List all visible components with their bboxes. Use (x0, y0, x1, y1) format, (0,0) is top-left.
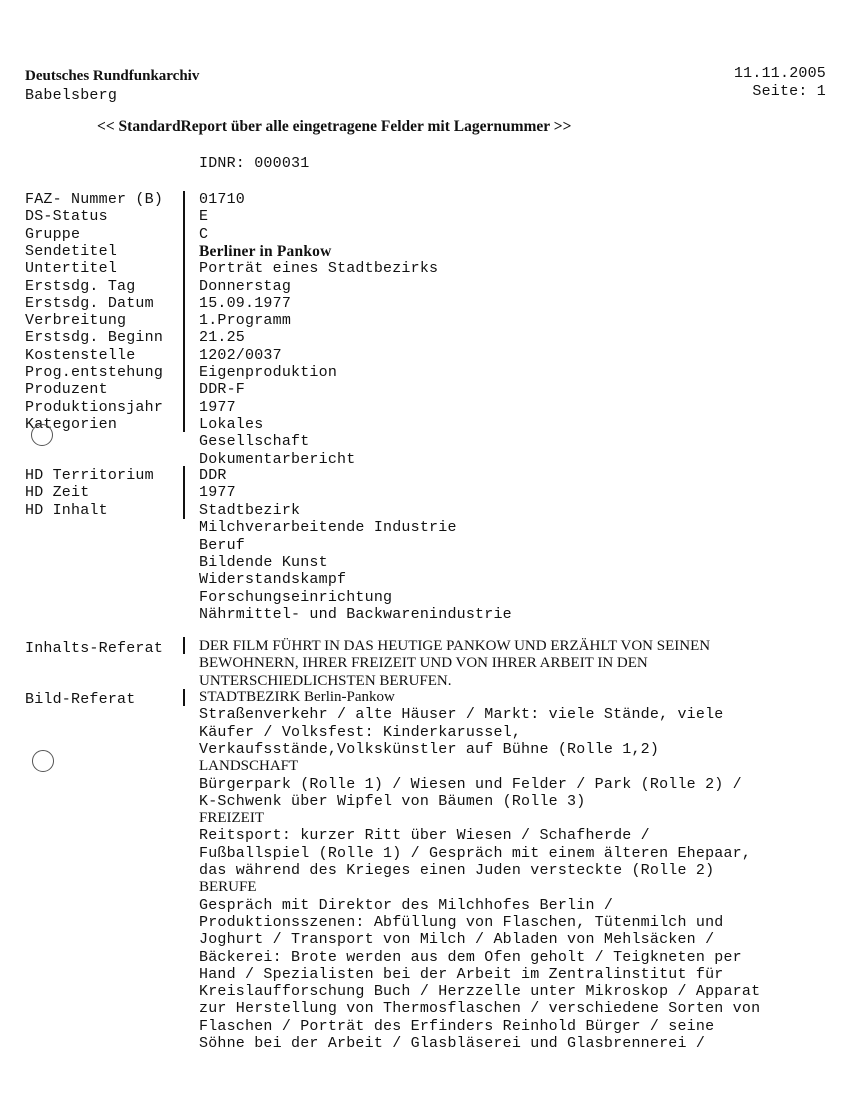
field-label: Erstsdg. Beginn (25, 329, 164, 347)
hd-inhalt-item: Milchverarbeitende Industrie (199, 519, 457, 537)
field-row (25, 364, 845, 381)
field-label: Prog.entstehung (25, 364, 164, 381)
inhalts-referat-line: DER FILM FÜHRT IN DAS HEUTIGE PANKOW UND ERZÄHLT VON SEINEN (199, 638, 711, 654)
archive-location: Babelsberg (25, 87, 118, 104)
field-value: 01710 (199, 191, 246, 208)
bild-referat-line: Gespräch mit Direktor des Milchhofes Berlin / (199, 896, 614, 914)
field-value: 1977 (199, 398, 236, 416)
field-row (25, 312, 845, 329)
kategorien-label: Kategorien (25, 416, 118, 433)
hd-value: 1977 (199, 484, 236, 502)
hd-label: HD Zeit (25, 484, 90, 502)
bild-referat-line: STADTBEZIRK Berlin-Pankow (199, 689, 395, 705)
bild-referat-line: BERUFE (199, 879, 257, 896)
separator-line-hd (183, 466, 185, 519)
field-value: DDR-F (199, 381, 246, 399)
idnr: IDNR: 000031 (199, 155, 310, 172)
punch-hole-mark (31, 424, 53, 446)
inhalts-referat-label: Inhalts-Referat (25, 640, 164, 657)
field-row (25, 381, 845, 398)
field-row (25, 243, 845, 260)
field-value: Porträt eines Stadtbezirks (199, 260, 439, 278)
kategorie-item: Lokales (199, 416, 264, 433)
hd-inhalt-item: Stadtbezirk (199, 502, 301, 519)
inhalts-referat-line: BEWOHNERN, IHRER FREIZEIT UND VON IHRER ARBEIT IN DEN (199, 655, 648, 672)
hd-value: DDR (199, 467, 227, 484)
bild-referat-line: Joghurt / Transport von Milch / Abladen von Mehlsäcken / (199, 931, 715, 949)
hd-inhalt-item: Bildende Kunst (199, 553, 328, 571)
kategorie-item: Gesellschaft (199, 433, 310, 451)
field-value: 1.Programm (199, 312, 292, 330)
bild-referat-line: das während des Krieges einen Juden versteckte (Rolle 2) (199, 862, 715, 879)
bild-referat-line: LANDSCHAFT (199, 758, 299, 775)
bild-referat-line: Flaschen / Porträt des Erfinders Reinhold Bürger / seine (199, 1017, 715, 1035)
page-number: Seite: 1 (752, 83, 826, 100)
field-row (25, 347, 845, 364)
field-value: Eigenproduktion (199, 364, 338, 381)
field-value: 1202/0037 (199, 346, 282, 364)
bild-referat-line: Reitsport: kurzer Ritt über Wiesen / Schafherde / (199, 827, 650, 845)
bild-referat-line: Bürgerpark (Rolle 1) / Wiesen und Felder / Park (Rolle 2) / (199, 775, 742, 793)
bild-referat-line: FREIZEIT (199, 810, 264, 827)
field-label: Untertitel (25, 260, 118, 278)
field-label: Erstsdg. Datum (25, 294, 154, 312)
field-label: Produzent (25, 381, 108, 399)
bild-referat-line: Straßenverkehr / alte Häuser / Markt: viele Stände, viele (199, 706, 724, 724)
field-row (25, 191, 845, 208)
field-label: Sendetitel (25, 242, 118, 260)
field-label: Verbreitung (25, 312, 127, 330)
field-label: Erstsdg. Tag (25, 277, 136, 295)
kategorie-item: Dokumentarbericht (199, 450, 356, 468)
field-label: Kostenstelle (25, 346, 136, 364)
field-value: Berliner in Pankow (199, 242, 332, 260)
field-row (25, 260, 845, 277)
inhalts-referat-line: UNTERSCHIEDLICHSTEN BERUFEN. (199, 672, 452, 689)
field-value: C (199, 225, 209, 243)
bild-referat-line: Fußballspiel (Rolle 1) / Gespräch mit einem älteren Ehepaar, (199, 844, 752, 862)
field-row (25, 226, 845, 243)
punch-hole-mark (32, 750, 54, 772)
field-row (25, 329, 845, 346)
hd-inhalt-label: HD Inhalt (25, 502, 108, 519)
archive-name: Deutsches Rundfunkarchiv (25, 68, 200, 84)
field-row (25, 295, 845, 312)
separator-line-bild (183, 689, 185, 706)
bild-referat-line: zur Herstellung von Thermosflaschen / verschiedene Sorten von (199, 1000, 761, 1018)
field-value: 15.09.1977 (199, 294, 292, 312)
bild-referat-line: Bäckerei: Brote werden aus dem Ofen geholt / Teigkneten per (199, 948, 742, 966)
bild-referat-line: Käufer / Volksfest: Kinderkarussel, (199, 723, 522, 741)
field-row (25, 278, 845, 295)
field-label: Gruppe (25, 225, 81, 243)
bild-referat-line: K-Schwenk über Wipfel von Bäumen (Rolle 3) (199, 792, 586, 810)
bild-referat-line: Kreislaufforschung Buch / Herzzelle unter Mikroskop / Apparat (199, 983, 761, 1001)
field-label: FAZ- Nummer (B) (25, 191, 164, 208)
bild-referat-label: Bild-Referat (25, 691, 136, 708)
hd-inhalt-item: Nährmittel- und Backwarenindustrie (199, 605, 512, 623)
separator-line-inhalt (183, 637, 185, 654)
hd-inhalt-item: Forschungseinrichtung (199, 588, 393, 606)
field-row (25, 208, 845, 225)
bild-referat-line: Produktionsszenen: Abfüllung von Flaschen, Tütenmilch und (199, 913, 724, 931)
field-label: DS-Status (25, 208, 108, 226)
hd-inhalt-item: Beruf (199, 536, 246, 554)
bild-referat-line: Verkaufsstände,Volkskünstler auf Bühne (Rolle 1,2) (199, 740, 660, 758)
bild-referat-line: Hand / Spezialisten bei der Arbeit im Zentralinstitut für (199, 965, 724, 983)
field-value: 21.25 (199, 329, 246, 347)
field-label: Produktionsjahr (25, 398, 164, 416)
hd-label: HD Territorium (25, 467, 154, 484)
field-value: Donnerstag (199, 277, 292, 295)
field-row (25, 399, 845, 416)
hd-inhalt-item: Widerstandskampf (199, 571, 347, 589)
report-date: 11.11.2005 (733, 65, 826, 82)
field-value: E (199, 208, 209, 226)
report-title: << StandardReport über alle eingetragene Felder mit Lagernummer >> (97, 118, 572, 135)
bild-referat-line: Söhne bei der Arbeit / Glasbläserei und Glasbrennerei / (199, 1035, 706, 1052)
